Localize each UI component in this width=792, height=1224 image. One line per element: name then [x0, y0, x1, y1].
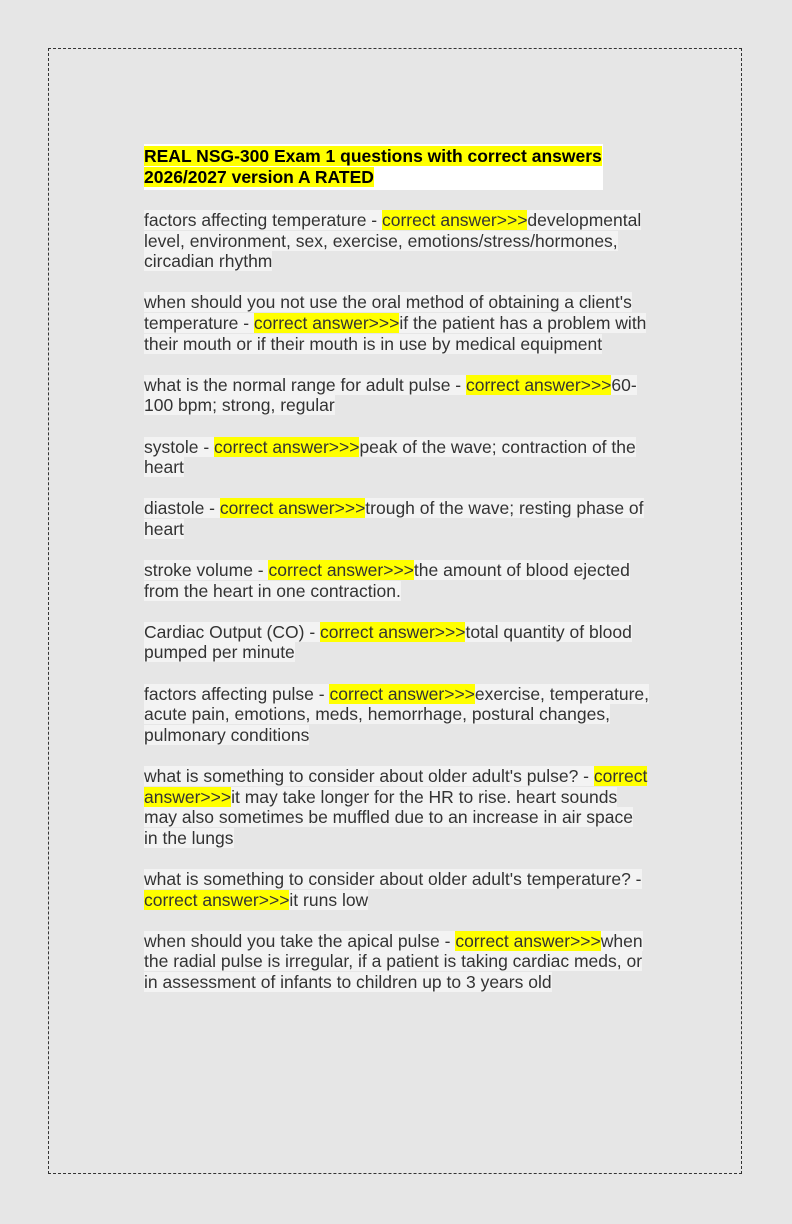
question-text: diastole -: [144, 498, 220, 519]
qa-item: [144, 684, 650, 746]
answer-marker: correct answer>>>: [144, 889, 290, 910]
answer-marker: correct answer>>>: [268, 560, 414, 581]
question-text: when should you not use the oral method of obtaining a client's temperature -: [144, 292, 632, 333]
answer-marker: correct answer>>>: [465, 374, 612, 395]
qa-item: [144, 622, 650, 663]
qa-list: [144, 210, 650, 993]
document-title: REAL NSG-300 Exam 1 questions with correct answers 2026/2027 version A RATED: [144, 146, 602, 187]
qa-item: [144, 869, 650, 910]
question-text: stroke volume -: [144, 560, 269, 581]
answer-marker: correct answer>>>: [329, 683, 475, 704]
question-text: factors affecting temperature -: [144, 210, 382, 230]
qa-item: [144, 437, 650, 478]
answer-text: 60-100 bpm; strong, regular: [144, 374, 637, 416]
qa-item: [144, 931, 650, 993]
answer-text: it runs low: [289, 889, 369, 910]
answer-marker: correct answer>>>: [253, 312, 400, 333]
answer-text: it may take longer for the HR to rise. heart sounds may also sometimes be muffled due to an increase in air space in the lungs: [144, 786, 633, 848]
answer-text: total quantity of blood pumped per minute: [144, 621, 632, 663]
answer-text: if the patient has a problem with their mouth or if their mouth is in use by medical equipment: [144, 312, 647, 354]
answer-marker: correct answer>>>: [219, 498, 366, 519]
qa-item: [144, 766, 650, 848]
title-block: [144, 144, 603, 190]
question-text: Cardiac Output (CO) -: [144, 621, 321, 642]
qa-item: [144, 498, 650, 539]
qa-item: [144, 375, 650, 416]
answer-text: exercise, temperature, acute pain, emotions, meds, hemorrhage, postural changes, pulmonary conditions: [144, 683, 649, 745]
answer-text: when the radial pulse is irregular, if a patient is taking cardiac meds, or in assessment of infants to children up to 3 years old: [144, 930, 643, 992]
answer-marker: correct answer>>>: [214, 436, 360, 457]
qa-item: [144, 560, 650, 601]
question-text: what is the normal range for adult pulse -: [144, 374, 466, 395]
question-text: what is something to consider about older adult's temperature? -: [144, 869, 642, 889]
question-text: factors affecting pulse -: [144, 683, 330, 704]
answer-marker: correct answer>>>: [320, 621, 466, 642]
qa-item: [144, 210, 650, 272]
answer-text: developmental level, environment, sex, exercise, emotions/stress/hormones, circadian rhythm: [144, 210, 642, 272]
answer-text: peak of the wave; contraction of the heart: [144, 436, 636, 478]
document-content: [144, 144, 650, 1013]
answer-marker: correct answer>>>: [455, 930, 601, 951]
question-text: what is something to consider about older adult's pulse? -: [144, 766, 594, 787]
answer-marker: correct answer>>>: [144, 766, 648, 807]
answer-marker: correct answer>>>: [382, 210, 528, 230]
answer-text: trough of the wave; resting phase of heart: [144, 498, 644, 539]
answer-text: the amount of blood ejected from the heart in one contraction.: [144, 560, 630, 601]
question-text: systole -: [144, 436, 215, 457]
question-text: when should you take the apical pulse -: [144, 930, 456, 951]
qa-item: [144, 292, 650, 354]
